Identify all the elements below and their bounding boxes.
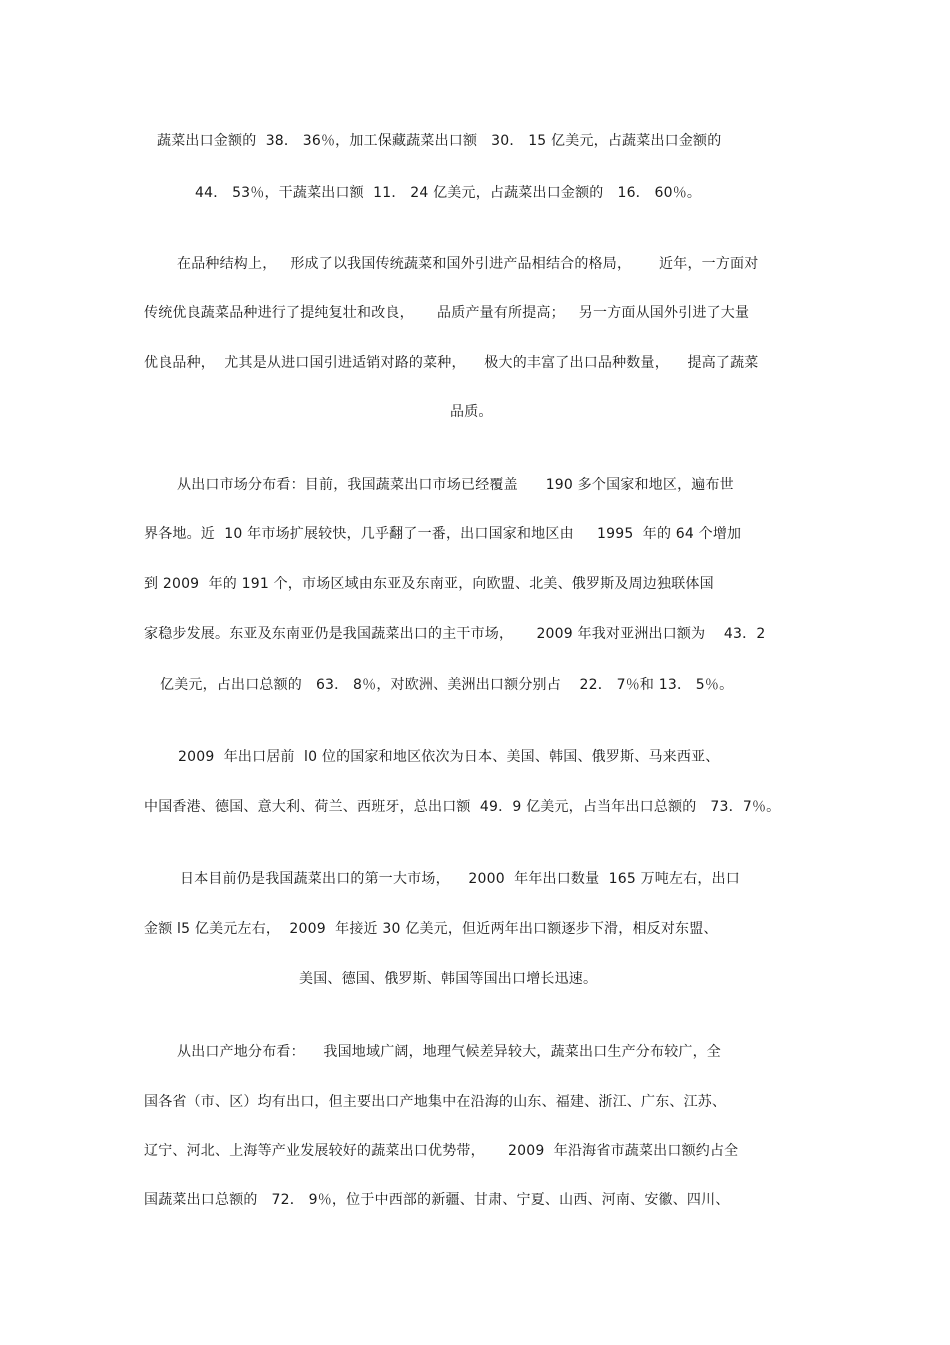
- text-line: 蔬菜出口金额的 38． 36％，加工保藏蔬菜出口额 30． 15 亿美元，占蔬菜出口金额的: [157, 133, 722, 149]
- text-line: 优良品种， 尤其是从进口国引进适销对路的菜种， 极大的丰富了出口品种数量， 提高了蔬菜: [144, 355, 759, 371]
- text-line: 亿美元，占出口总额的 63． 8％，对欧洲、美洲出口额分别占 22． 7％和 13． 5％。: [160, 677, 734, 693]
- text-line: 辽宁、河北、上海等产业发展较好的蔬菜出口优势带， 2009 年沿海省市蔬菜出口额约占全: [144, 1143, 739, 1159]
- text-line: 在品种结构上， 形成了以我国传统蔬菜和国外引进产品相结合的格局， 近年，一方面对: [177, 256, 759, 272]
- text-line: 2009 年出口居前 l0 位的国家和地区依次为日本、美国、韩国、俄罗斯、马来西亚、: [178, 749, 720, 765]
- text-line: 从出口产地分布看： 我国地域广阔，地理气候差异较大，蔬菜出口生产分布较广，全: [177, 1044, 721, 1060]
- text-line: 界各地。近 10 年市场扩展较快，几乎翻了一番，出口国家和地区由 1995 年的 64 个增加: [144, 526, 742, 542]
- text-line: 家稳步发展。东亚及东南亚仍是我国蔬菜出口的主干市场， 2009 年我对亚洲出口额为 43．2: [144, 626, 766, 642]
- text-line: 传统优良蔬菜品种进行了提纯复壮和改良， 品质产量有所提高； 另一方面从国外引进了大量: [144, 305, 750, 321]
- text-line: 品质。: [450, 404, 493, 420]
- text-line: 国蔬菜出口总额的 72． 9％，位于中西部的新疆、甘肃、宁夏、山西、河南、安徽、四川、: [144, 1192, 730, 1208]
- text-line: 日本目前仍是我国蔬菜出口的第一大市场， 2000 年年出口数量 165 万吨左右，出口: [180, 871, 741, 887]
- text-line: 中国香港、德国、意大利、荷兰、西班牙，总出口额 49．9 亿美元，占当年出口总额的 73．7％。: [144, 799, 781, 815]
- text-line: 国各省（市、区）均有出口，但主要出口产地集中在沿海的山东、福建、浙江、广东、江苏、: [144, 1094, 727, 1110]
- text-line: 金额 l5 亿美元左右， 2009 年接近 30 亿美元，但近两年出口额逐步下滑，相反对东盟、: [144, 921, 718, 937]
- text-line: 44． 53％，干蔬菜出口额 11． 24 亿美元，占蔬菜出口金额的 16． 60％。: [195, 185, 702, 201]
- text-line: 从出口市场分布看：目前，我国蔬菜出口市场已经覆盖 190 多个国家和地区，遍布世: [177, 477, 734, 493]
- text-line: 美国、德国、俄罗斯、韩国等国出口增长迅速。: [299, 971, 598, 987]
- text-line: 到 2009 年的 191 个，市场区域由东亚及东南亚，向欧盟、北美、俄罗斯及周边独联体国: [144, 576, 714, 592]
